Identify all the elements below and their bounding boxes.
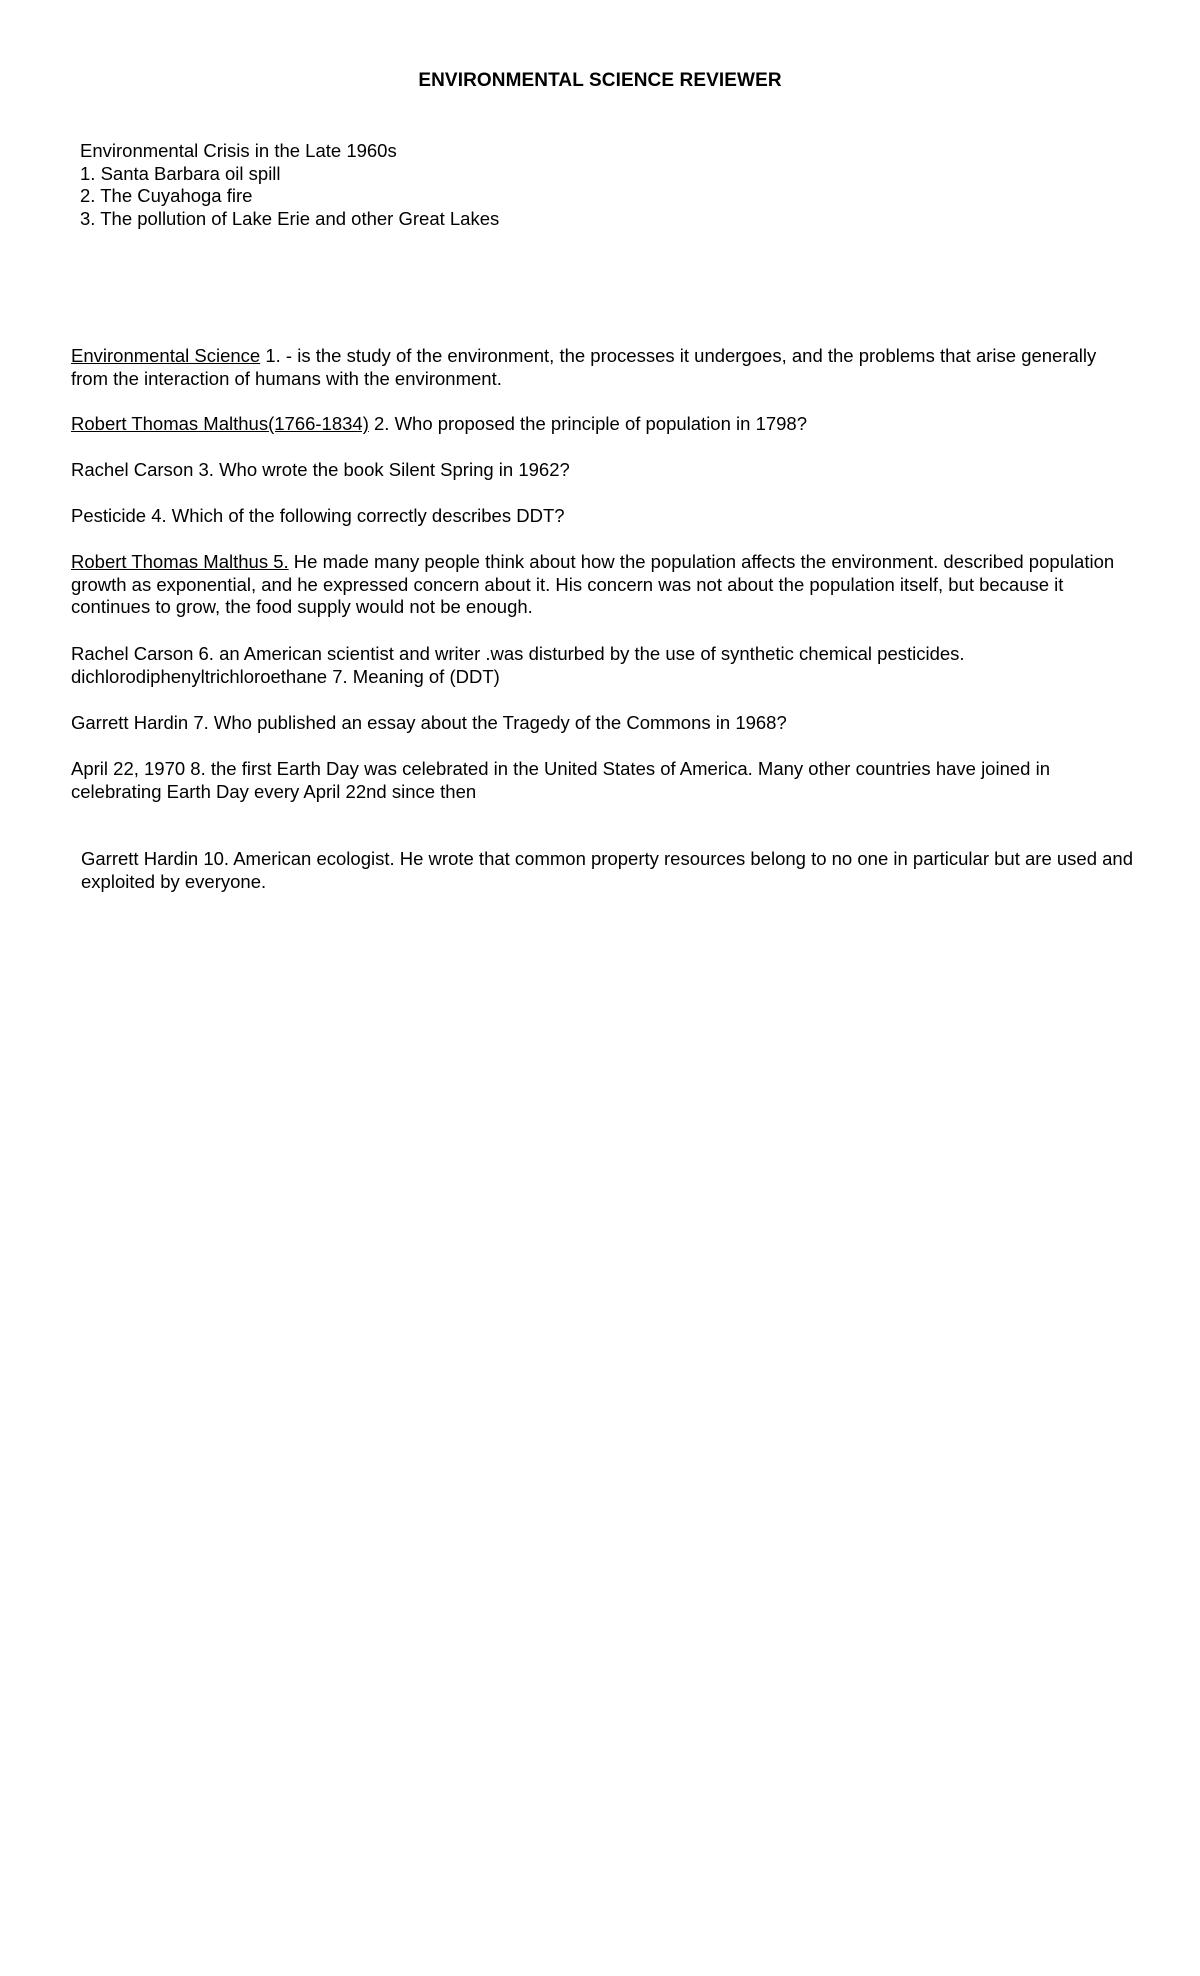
entry-term: Garrett Hardin	[71, 712, 189, 733]
entry-term: Robert Thomas Malthus(1766-1834)	[71, 413, 369, 434]
entry-hardin-ecologist	[71, 848, 1146, 893]
entry-term: Rachel Carson	[71, 459, 194, 480]
crisis-item: 3. The pollution of Lake Erie and other Great Lakes	[80, 207, 500, 229]
entry-malthus-principle	[71, 413, 1136, 436]
entry-text: 1. - is the study of the environment, the processes it undergoes, and the problems that arise generally from the interaction of humans with the environment.	[71, 345, 1097, 389]
entry-term: April 22, 1970	[71, 758, 186, 779]
entry-term: Rachel Carson	[71, 643, 194, 664]
entry-term: Pesticide	[71, 505, 147, 526]
crisis-list	[80, 140, 499, 230]
entry-carson-silent-spring	[71, 459, 1136, 482]
entry-term: Environmental Science	[71, 345, 261, 366]
entry-text: 4. Which of the following correctly describes DDT?	[146, 505, 565, 526]
entry-text: 7. Who published an essay about the Tragedy of the Commons in 1968?	[188, 712, 787, 733]
entry-text: 6. an American scientist and writer .was disturbed by the use of synthetic chemical pesticides.	[193, 643, 965, 664]
crisis-heading: Environmental Crisis in the Late 1960s	[80, 140, 397, 161]
entry-carson-scientist	[71, 643, 1136, 688]
document-title: ENVIRONMENTAL SCIENCE REVIEWER	[418, 70, 782, 91]
entry-malthus-population	[71, 551, 1136, 619]
entry-hardin-essay	[71, 712, 1136, 735]
crisis-item: 2. The Cuyahoga fire	[80, 185, 253, 206]
entry-earth-day	[71, 758, 1136, 803]
entry-text: 2. Who proposed the principle of population in 1798?	[368, 413, 808, 434]
crisis-item: 1. Santa Barbara oil spill	[80, 162, 281, 184]
entry-term: Robert Thomas Malthus 5.	[71, 551, 289, 572]
entry-ddt-meaning: dichlorodiphenyltrichloroethane 7. Meaning of (DDT)	[71, 665, 500, 687]
entry-text: 3. Who wrote the book Silent Spring in 1962?	[193, 459, 570, 480]
entry-term: Garrett Hardin	[81, 848, 199, 869]
entry-text: 8. the first Earth Day was celebrated in the United States of America. Many other countries have joined in celebrating Earth Day every April 22nd since then	[71, 758, 1050, 802]
entry-text: 10. American ecologist. He wrote that common property resources belong to no one in particular but are used and exploited by everyone.	[81, 848, 1133, 892]
entry-text: He made many people think about how the population affects the environment. described population growth as exponential, and he expressed concern about it. His concern was not about the population itself, but because it continues to grow, the food supply would not be enough.	[71, 551, 1115, 617]
entry-environmental-science	[71, 345, 1136, 390]
entry-pesticide	[71, 505, 1136, 528]
